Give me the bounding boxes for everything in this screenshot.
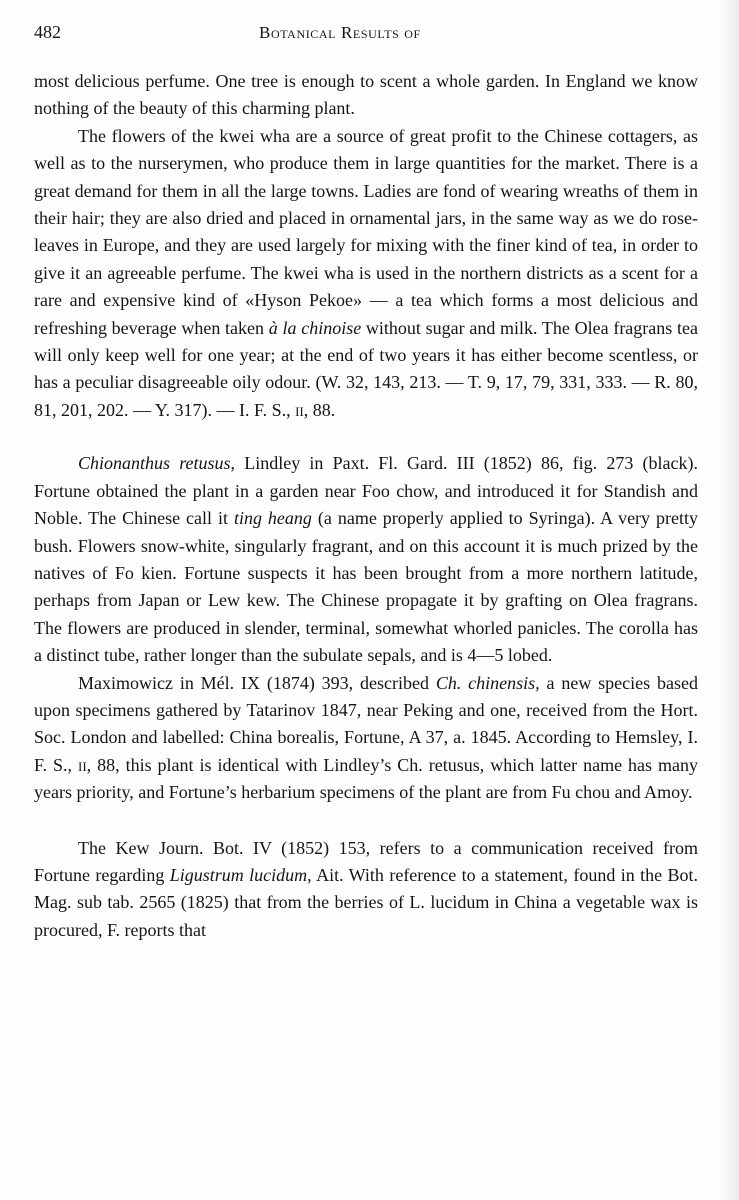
volume-numeral: ii	[78, 754, 87, 775]
paragraph-maximowicz	[34, 670, 698, 807]
volume-numeral: ii	[295, 399, 304, 420]
paragraph-text: a new species based upon specimens gathered by Tatarinov 1847, near Peking and one, received from the Hort. Soc. London and labelled: China borealis, Fortune, A 37, a. 1845. According to Hemsley, I. F. S.,	[34, 672, 698, 775]
species-name: Ligustrum lucidum,	[169, 864, 312, 885]
running-head	[34, 22, 706, 46]
paragraph-text: Maximowicz in Mél. IX (1874) 393, described	[78, 672, 436, 693]
running-title: Botanical Results of	[259, 23, 421, 42]
species-name: Chionanthus retusus	[78, 453, 231, 474]
paragraph-chionanthus	[34, 450, 698, 669]
page-number: 482	[34, 22, 61, 42]
paragraph-text: Ait. With reference to a statement, found in the Bot. Mag. sub tab. 2565 (1825) that from the berries of L. lucidum in China a vegetable wax is procured, F. reports that	[34, 864, 699, 940]
italic-phrase: ting heang	[233, 508, 312, 529]
paragraph-text: , 88, this plant is identical with Lindley’s Ch. retusus, which latter name has many years priority, and Fortune’s herbarium specimens of the plant are from Fu chou and Amoy.	[34, 754, 698, 803]
paragraph-text: The flowers of the kwei wha are a source of great profit to the Chinese cottagers, as well as to the nurserymen, who produce them in large quantities for the market. There is a great demand for them in all the large towns. Ladies are fond of wearing wreaths of them in their hair; they are also dried and placed in ornamental jars, in the same way as we do rose-leaves in Europe, and they are used largely for mixing with the finer kind of tea, in order to give it an agreeable perfume. The kwei wha is used in the northern districts as a scent for a rare and expensive kind of «Hyson Pekoe» — a tea which forms a most delicious and refreshing beverage when taken	[34, 125, 698, 338]
paragraph-kwei-wha	[34, 123, 698, 424]
paragraph-kew-journ	[34, 835, 698, 945]
paragraph-text: (a name properly applied to Syringa). A very pretty bush. Flowers snow-white, singularly fragrant, and on this account it is much prized by the natives of Fo kien. Fortune suspects it has been brought from a more northern latitude, perhaps from Japan or Lew kew. The Chinese propagate it by grafting on Olea fragrans. The flowers are produced in slender, terminal, somewhat whorled panicles. The corolla has a distinct tube, rather longer than the subulate sepals, and is 4—5 lobed.	[34, 508, 698, 666]
paragraph-text: The Kew Journ. Bot. IV (1852) 153, refers to a communication received from Fortune regarding	[34, 837, 698, 885]
page-gutter-shadow	[717, 0, 739, 1200]
body-text	[34, 68, 698, 944]
species-name: Ch. chinensis,	[435, 672, 540, 693]
paragraph-continuation	[34, 68, 698, 123]
paragraph-text: without sugar and milk. The Olea fragrans tea will only keep well for one year; at the end of two years it has either become scentless, or has a peculiar disagreeable oily odour. (W. 32, 143, 213. — T. 9, 17, 79, 331, 333. — R. 80, 81, 201, 202. — Y. 317). — I. F. S.,	[34, 317, 698, 420]
paragraph-text: most delicious perfume. One tree is enough to scent a whole garden. In England we know nothing of the beauty of this charming plant.	[34, 71, 698, 119]
paragraph-text: , 88.	[303, 399, 336, 420]
italic-phrase: à la chinoise	[268, 317, 362, 338]
paragraph-text: , Lindley in Paxt. Fl. Gard. III (1852) 86, fig. 273 (black). Fortune obtained the plant in a garden near Foo chow, and introduced it for Standish and Noble. The Chinese call it	[34, 453, 698, 529]
